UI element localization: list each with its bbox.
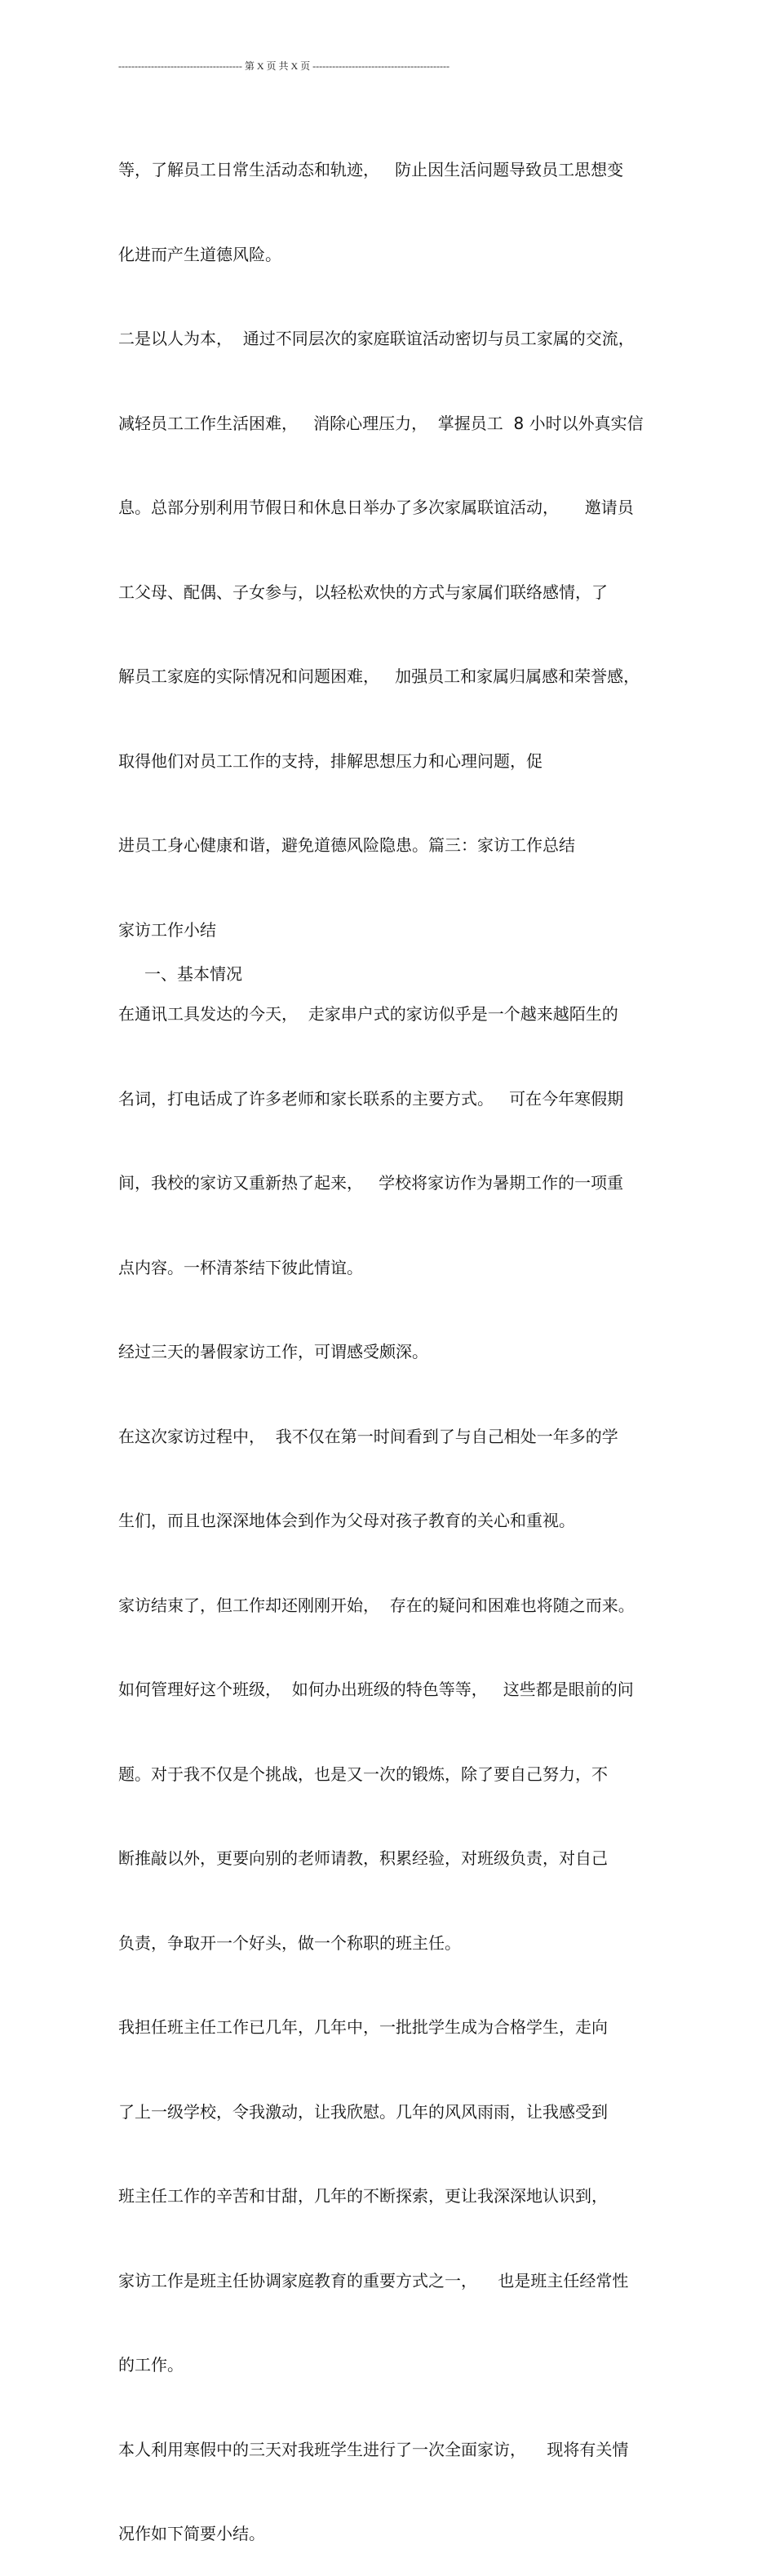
body-line: 工父母、配偶、子女参与，以轻松欢快的方式与家属们联络感情，了 [118, 582, 608, 602]
body-line: 我担任班主任工作已几年，几年中，一批批学生成为合格学生，走向 [118, 2017, 608, 2037]
body-line: 如何管理好这个班级， 如何办出班级的特色等等， 这些都是眼前的问 [118, 1680, 634, 1699]
body-line: 况作如下简要小结。 [118, 2524, 265, 2543]
body-line: 息。总部分别利用节假日和休息日举办了多次家属联谊活动， 邀请员 [118, 498, 634, 517]
body-line: 家访结束了，但工作却还刚刚开始， 存在的疑问和困难也将随之而来。 [118, 1595, 635, 1615]
body-line: 在这次家访过程中， 我不仅在第一时间看到了与自己相处一年多的学 [118, 1426, 618, 1446]
body-line: 经过三天的暑假家访工作，可谓感受颇深。 [118, 1342, 428, 1361]
body-line: 等，了解员工日常生活动态和轨迹， 防止因生活问题导致员工思想变 [118, 160, 624, 179]
document-body [118, 100, 665, 2576]
body-line: 解员工家庭的实际情况和问题困难， 加强员工和家属归属感和荣誉感， [118, 666, 640, 686]
body-line: 的工作。 [118, 2355, 184, 2375]
body-line: 二是以人为本， 通过不同层次的家庭联谊活动密切与员工家属的交流， [118, 329, 635, 348]
body-line: 间，我校的家访又重新热了起来， 学校将家访作为暑期工作的一项重 [118, 1173, 624, 1193]
body-line: 家访工作是班主任协调家庭教育的重要方式之一， 也是班主任经常性 [118, 2270, 629, 2291]
body-line: 点内容。一杯清茶结下彼此情谊。 [118, 1257, 363, 1277]
body-line: 断推敲以外，更要向别的老师请教，积累经验，对班级负责，对自己 [118, 1848, 608, 1868]
body-line: 班主任工作的辛苦和甘甜，几年的不断探索，更让我深深地认识到， [118, 2186, 608, 2206]
body-line: 题。对于我不仅是个挑战，也是又一次的锻炼，除了要自己努力，不 [118, 1764, 608, 1784]
body-line: 名词，打电话成了许多老师和家长联系的主要方式。 可在今年寒假期 [118, 1088, 624, 1109]
body-line: 家访工作小结 [118, 919, 216, 940]
body-line: 在通讯工具发达的今天， 走家串户式的家访似乎是一个越来越陌生的 [118, 1004, 618, 1024]
body-line: 取得他们对员工工作的支持，排解思想压力和心理问题，促 [118, 750, 542, 771]
page-header: -------------------------------------- 第 X 页 共 X 页 ------------------------------------------ [118, 60, 450, 72]
body-line: 负责，争取开一个好头，做一个称职的班主任。 [118, 1932, 461, 1953]
body-line: 本人利用寒假中的三天对我班学生进行了一次全面家访， 现将有关情 [118, 2439, 629, 2459]
body-line: 生们，而且也深深地体会到作为父母对孩子教育的关心和重视。 [118, 1511, 575, 1530]
section-heading: 一、基本情况 [144, 964, 242, 984]
body-line: 化进而产生道德风险。 [118, 244, 281, 264]
body-line: 了上一级学校，令我激动，让我欣慰。几年的风风雨雨，让我感受到 [118, 2101, 608, 2122]
body-line: 减轻员工工作生活困难， 消除心理压力， 掌握员工 8 小时以外真实信 [118, 413, 644, 433]
body-line: 进员工身心健康和谐，避免道德风险隐患。篇三：家访工作总结 [118, 835, 575, 855]
